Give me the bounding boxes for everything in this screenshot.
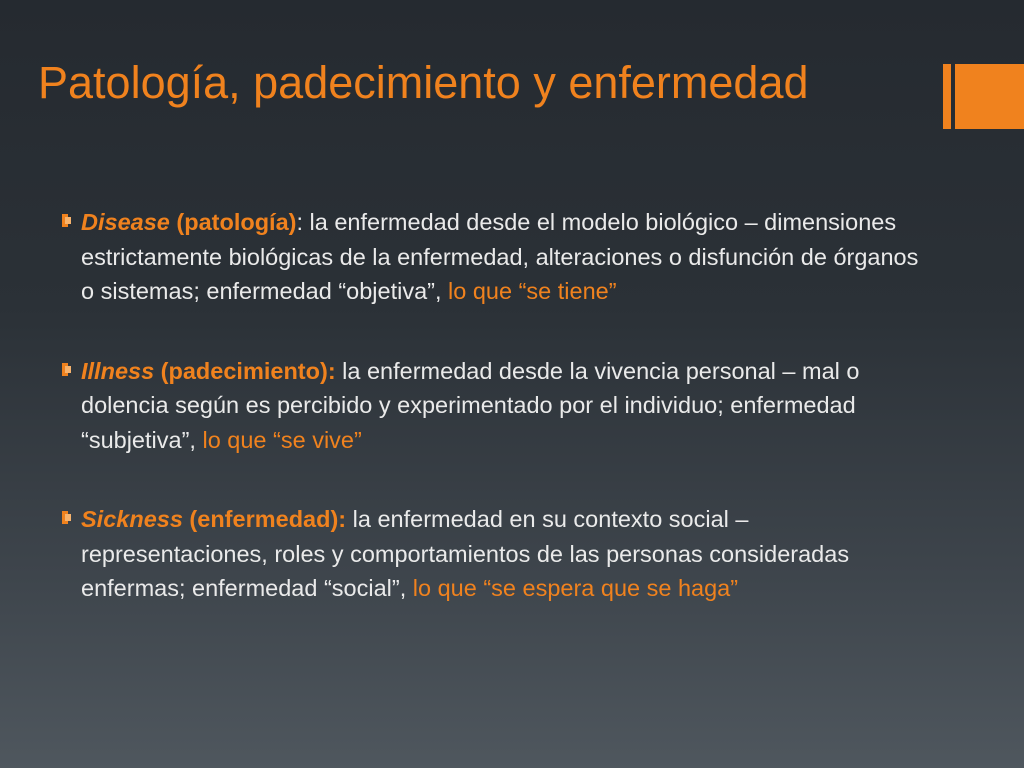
bullet-text: : la enfermedad desde el modelo biológico – dimensiones estrictamente biológicas de la enfermedad, alteraciones o disfunción de órganos o sistemas; enfermedad “objetiva”, <box>81 209 919 304</box>
bullet-translation: (patología) <box>169 209 297 235</box>
bullet-item-disease <box>60 205 920 309</box>
bullet-item-sickness <box>60 502 920 606</box>
bullet-text: la enfermedad desde la vivencia personal – mal o dolencia según es percibido y experimentado por el individuo; enfermedad “subjetiva”, <box>81 357 860 453</box>
slide-title: Patología, padecimiento y enfermedad <box>38 57 809 109</box>
bullet-icon <box>62 511 71 524</box>
bullet-term: Illness <box>81 357 155 384</box>
bullet-translation: (enfermedad): <box>182 506 347 532</box>
bullet-highlight: lo que “se espera que se haga” <box>412 575 739 601</box>
bullet-text: la enfermedad en su contexto social – representaciones, roles y comportamientos de las personas consideradas enfermas; enfermedad “social”, <box>81 506 850 601</box>
bullet-term: Disease <box>81 209 170 235</box>
bullet-term: Sickness <box>81 506 183 532</box>
bullet-translation: (padecimiento): <box>154 357 336 384</box>
bullet-icon <box>62 214 71 227</box>
bullet-item-illness <box>60 354 920 458</box>
bullet-list <box>60 205 920 651</box>
bullet-highlight: lo que “se tiene” <box>448 278 617 304</box>
logo-mark-icon <box>943 64 1024 129</box>
bullet-icon <box>62 363 71 376</box>
bullet-highlight: lo que “se vive” <box>202 426 362 453</box>
